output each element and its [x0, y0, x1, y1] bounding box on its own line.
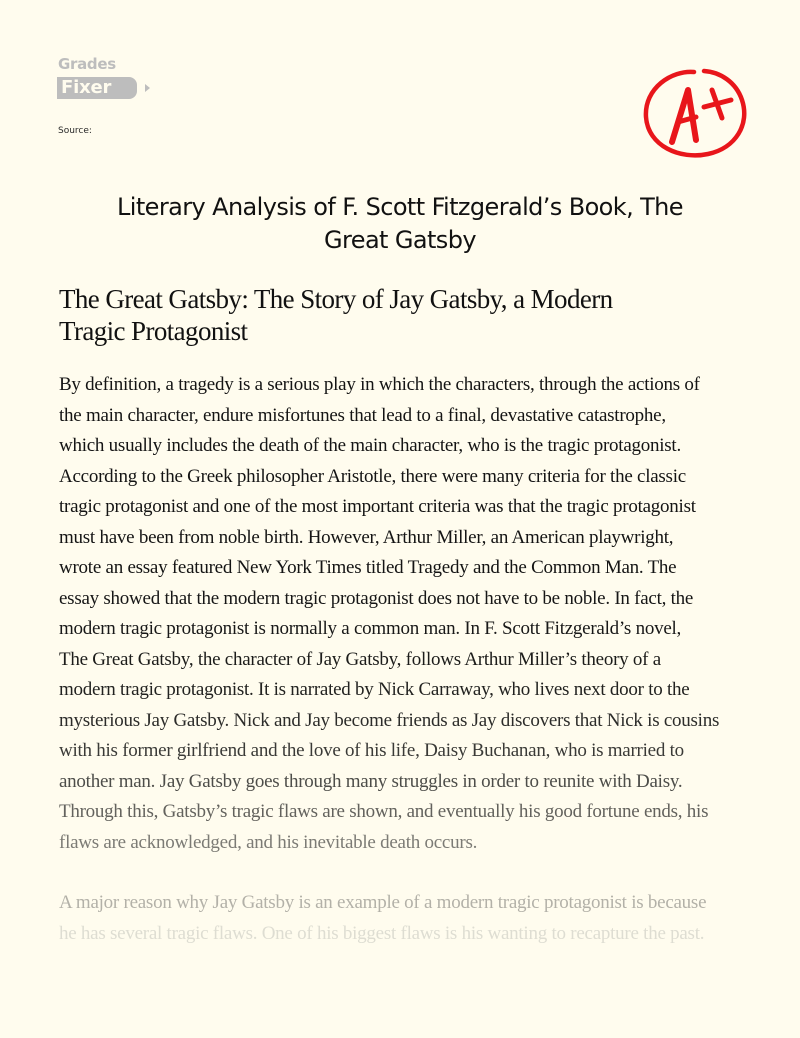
- text-line: with his former girlfriend and the love of his life, Daisy Buchanan, who is married to: [59, 740, 684, 761]
- text-line: Through this, Gatsby’s tragic flaws are shown, and eventually his good fortune ends, his: [59, 801, 709, 822]
- section-heading-line: Tragic Protagonist: [59, 316, 248, 346]
- text-line: essay showed that the modern tragic protagonist does not have to be noble. In fact, the: [59, 587, 694, 609]
- a-plus-grade-icon: [632, 62, 758, 162]
- paragraph-gap: [59, 858, 759, 888]
- logo-text-grades: Grades: [58, 55, 116, 73]
- text-line: flaws are acknowledged, and his inevitable death occurs.: [59, 831, 478, 853]
- text-line: another man. Jay Gatsby goes through many struggles in order to reunite with Daisy.: [59, 770, 683, 792]
- text-line: tragic protagonist and one of the most important criteria was that the tragic protagonist: [59, 496, 696, 517]
- essay-body: [59, 370, 759, 949]
- paragraph: [59, 888, 759, 949]
- text-line: modern tragic protagonist is normally a common man. In F. Scott Fitzgerald’s novel,: [59, 618, 682, 639]
- text-line: the main character, endure misfortunes that lead to a final, devastative catastrophe,: [59, 404, 666, 426]
- logo-text-fixer: Fixer: [61, 77, 112, 98]
- text-line: According to the Greek philosopher Aristotle, there were many criteria for the classic: [59, 465, 686, 487]
- document-title: [40, 191, 760, 257]
- paragraph: [59, 370, 759, 858]
- document-title-line: Great Gatsby: [324, 226, 476, 254]
- text-line: wrote an essay featured New York Times titled Tragedy and the Common Man. The: [59, 557, 677, 578]
- logo-arrow-icon: [145, 84, 150, 92]
- gradesfixer-logo: [57, 56, 157, 102]
- text-line: mysterious Jay Gatsby. Nick and Jay become friends as Jay discovers that Nick is cousins: [59, 709, 720, 731]
- document-title-line: Literary Analysis of F. Scott Fitzgerald’s Book, The: [117, 193, 683, 221]
- text-line: A major reason why Jay Gatsby is an example of a modern tragic protagonist is because: [59, 892, 707, 913]
- logo-fixer-badge: [57, 77, 137, 99]
- text-line: he has several tragic flaws. One of his biggest flaws is his wanting to recapture the past.: [59, 922, 705, 944]
- text-line: must have been from noble birth. However, Arthur Miller, an American playwright,: [59, 526, 674, 548]
- section-heading: [59, 283, 759, 347]
- text-line: which usually includes the death of the main character, who is the tragic protagonist.: [59, 435, 681, 456]
- text-line: The Great Gatsby, the character of Jay Gatsby, follows Arthur Miller’s theory of a: [59, 648, 661, 670]
- text-line: modern tragic protagonist. It is narrated by Nick Carraway, who lives next door to the: [59, 679, 690, 700]
- text-line: By definition, a tragedy is a serious play in which the characters, through the actions of: [59, 374, 700, 395]
- section-heading-line: The Great Gatsby: The Story of Jay Gatsby, a Modern: [59, 284, 613, 314]
- source-label: Source:: [58, 126, 92, 136]
